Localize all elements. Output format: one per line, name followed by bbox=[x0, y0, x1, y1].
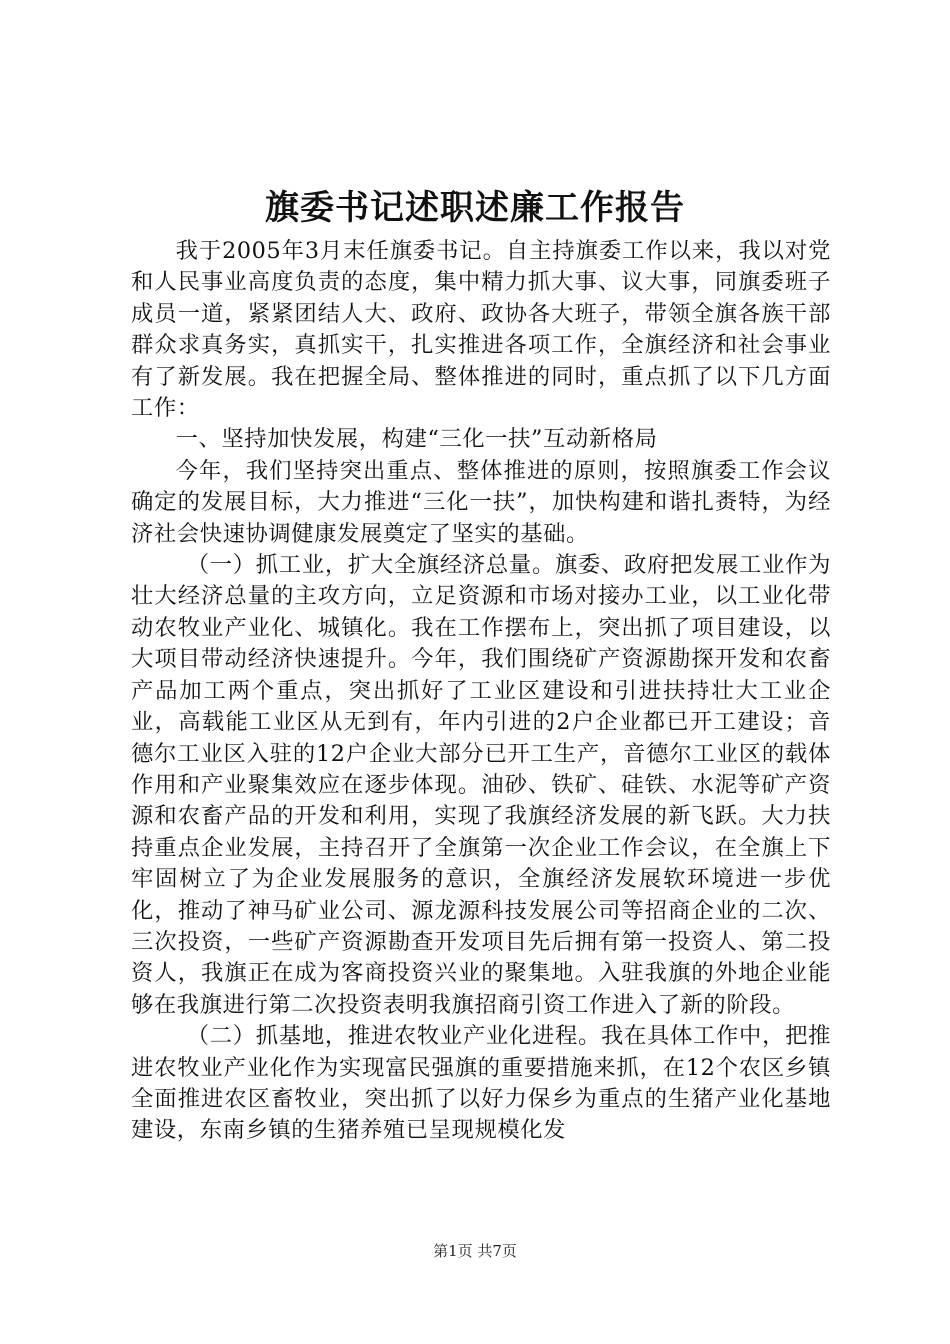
paragraph-intro: 我于2005年3月末任旗委书记。自主持旗委工作以来，我以对党和人民事业高度负责的态度，集中精力抓大事、议大事，同旗委班子成员一道，紧紧团结人大、政府、政协各大班子，带领全旗各族干部群众求真务实，真抓实干，扎实推进各项工作，全旗经济和社会事业有了新发展。我在把握全局、整体推进的同时，重点抓了以下几方面工作： bbox=[131, 238, 831, 422]
document-body bbox=[131, 236, 831, 1147]
document-title: 旗委书记述职述廉工作报告 bbox=[265, 188, 685, 228]
section-heading-1: 一、坚持加快发展，构建“三化一扶”互动新格局 bbox=[175, 426, 658, 453]
paragraph-section-1-intro: 今年，我们坚持突出重点、整体推进的原则，按照旗委工作会议确定的发展目标，大力推进“三化一扶”，加快构建和谐扎赉特，为经济社会快速协调健康发展奠定了坚实的基础。 bbox=[131, 457, 831, 547]
paragraph-agriculture: （二）抓基地，推进农牧业产业化进程。我在具体工作中，把推进农牧业产业化作为实现富民强旗的重要措施来抓，在12个农区乡镇全面推进农区畜牧业，突出抓了以好力保乡为重点的生猪产业化基地建设，东南乡镇的生猪养殖已呈现规模化发 bbox=[131, 1023, 831, 1144]
page-number-footer: 第1页 共7页 bbox=[433, 1242, 517, 1260]
paragraph-industry: （一）抓工业，扩大全旗经济总量。旗委、政府把发展工业作为壮大经济总量的主攻方向，立足资源和市场对接办工业，以工业化带动农牧业产业化、城镇化。我在工作摆布上，突出抓了项目建设，以大项目带动经济快速提升。今年，我们围绕矿产资源勘探开发和农畜产品加工两个重点，突出抓好了工业区建设和引进扶持壮大工业企业，高载能工业区从无到有，年内引进的2户企业都已开工建设；音德尔工业区入驻的12户企业大部分已开工生产，音德尔工业区的载体作用和产业聚集效应在逐步体现。油砂、铁矿、硅铁、水泥等矿产资源和农畜产品的开发和利用，实现了我旗经济发展的新飞跃。大力扶持重点企业发展，主持召开了全旗第一次企业工作会议，在全旗上下牢固树立了为企业发展服务的意识，全旗经济发展软环境进一步优化，推动了神马矿业公司、源龙源科技发展公司等招商企业的二次、三次投资，一些矿产资源勘查开发项目先后拥有第一投资人、第二投资人，我旗正在成为客商投资兴业的聚集地。入驻我旗的外地企业能够在我旗进行第二次投资表明我旗招商引资工作进入了新的阶段。 bbox=[131, 552, 831, 1018]
